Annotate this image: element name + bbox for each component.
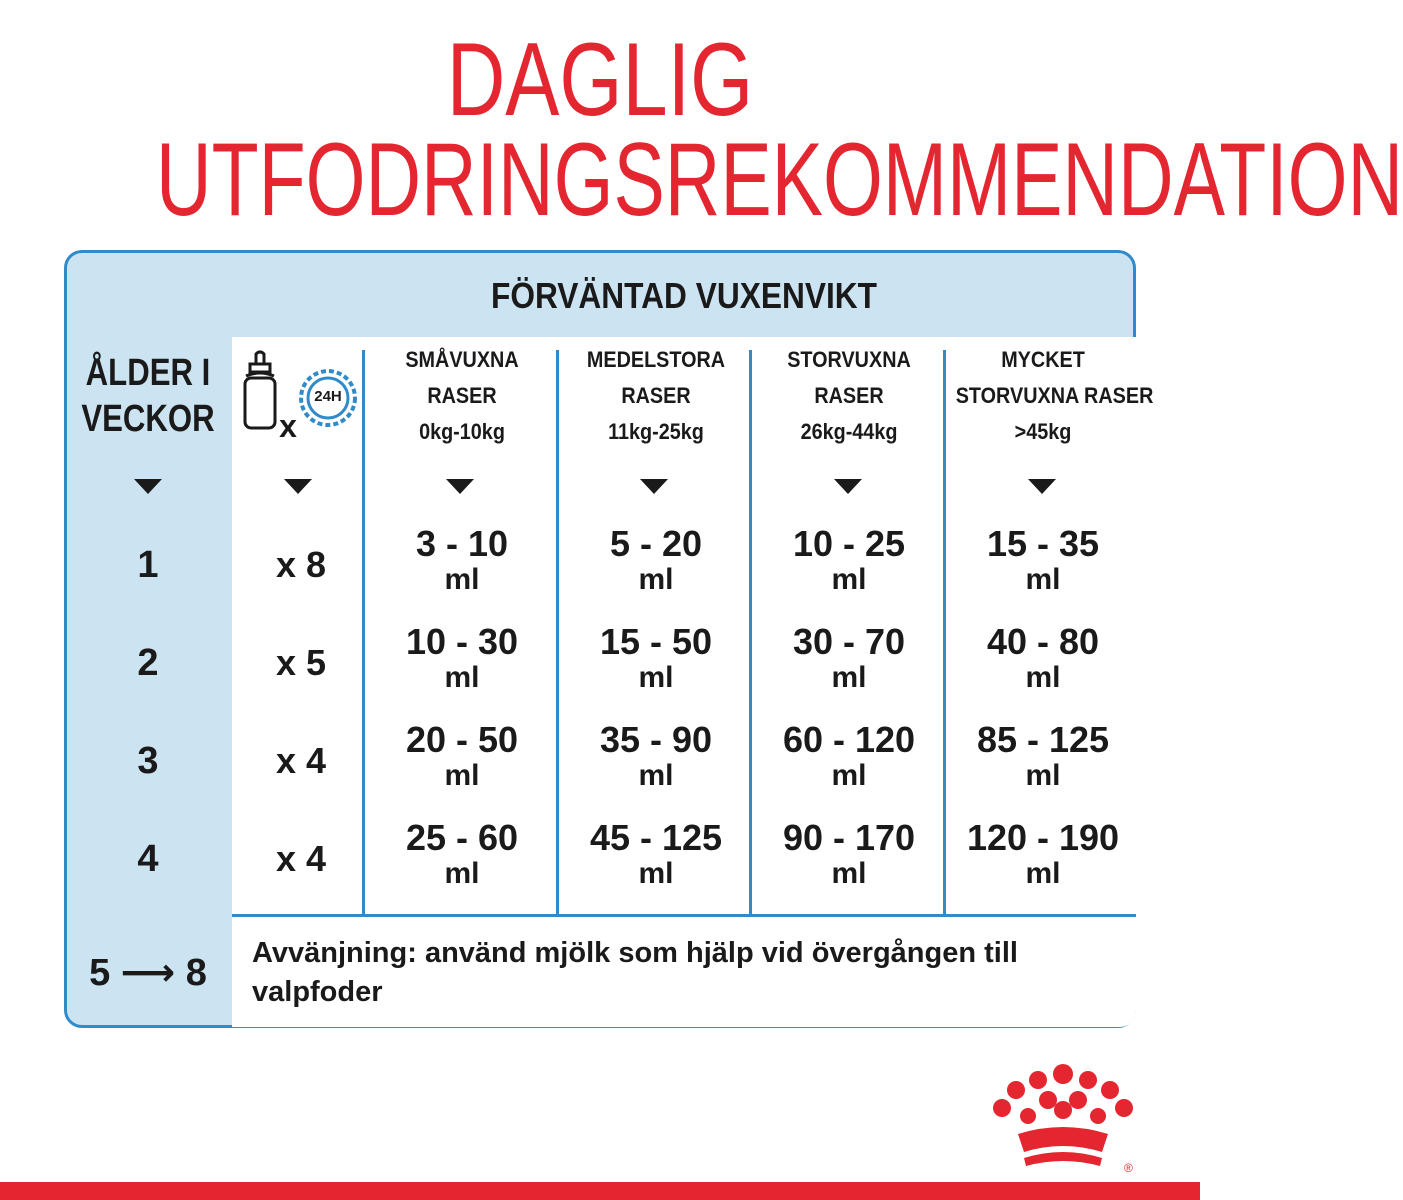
amount-range: 35 - 90	[599, 719, 713, 760]
amount-unit: ml	[831, 857, 867, 890]
column-header-line: RASER	[814, 383, 884, 408]
column-header-line: RASER	[621, 383, 691, 408]
amount-cell	[365, 523, 559, 598]
amount-unit: ml	[831, 661, 867, 694]
amount-unit: ml	[444, 661, 480, 694]
amount-unit: ml	[444, 563, 480, 596]
amount-range: 10 - 30	[405, 621, 519, 662]
baby-bottle-icon	[240, 350, 280, 432]
amount-range: 3 - 10	[415, 523, 509, 564]
amount-cell	[559, 523, 753, 598]
column-header-large-breeds	[752, 342, 946, 450]
amount-unit: ml	[638, 857, 674, 890]
amount-unit: ml	[1025, 759, 1061, 792]
amount-cell	[752, 719, 946, 794]
amount-range: 85 - 125	[976, 719, 1110, 760]
column-header-giant-breeds	[946, 342, 1154, 450]
amount-range: 45 - 125	[589, 817, 723, 858]
amount-cell	[946, 719, 1140, 794]
amount-range: 20 - 50	[405, 719, 519, 760]
meals-per-day: x 4	[275, 838, 327, 879]
down-arrow-icon	[446, 479, 474, 494]
column-header-line: >45kg	[1014, 419, 1072, 444]
amount-unit: ml	[831, 563, 867, 596]
amount-range: 15 - 35	[986, 523, 1100, 564]
amount-cell	[559, 621, 753, 696]
amount-unit: ml	[444, 759, 480, 792]
amount-unit: ml	[831, 759, 867, 792]
amount-cell	[365, 719, 559, 794]
amount-range: 60 - 120	[782, 719, 916, 760]
amount-range: 40 - 80	[986, 621, 1100, 662]
amount-unit: ml	[638, 759, 674, 792]
royal-canin-crown-logo	[988, 1060, 1138, 1180]
meals-per-day: x 8	[275, 544, 327, 585]
amount-cell	[365, 817, 559, 892]
times-sign: x	[279, 408, 297, 444]
column-header-line: 11kg-25kg	[608, 419, 704, 444]
expected-adult-weight-header: FÖRVÄNTAD VUXENVIKT	[490, 275, 878, 316]
amount-cell	[946, 523, 1140, 598]
down-arrow-icon	[834, 479, 862, 494]
age-in-weeks-label	[79, 350, 217, 442]
amount-range: 30 - 70	[792, 621, 906, 662]
down-arrow-icon	[1028, 479, 1056, 494]
column-header-small-breeds	[365, 342, 559, 450]
amount-cell	[752, 817, 946, 892]
column-header-line: 26kg-44kg	[800, 419, 898, 444]
amount-unit: ml	[1025, 661, 1061, 694]
weaning-note: Avvänjning: använd mjölk som hjälp vid övergången till valpfoder	[252, 937, 1018, 1008]
column-header-line: 0kg-10kg	[419, 419, 505, 444]
amount-cell	[752, 621, 946, 696]
week-number: 3	[137, 740, 159, 782]
clock-24h-label: 24H	[314, 388, 342, 405]
column-header-line: STORVUXNA RASER	[955, 383, 1154, 408]
page-title-line-2: UTFODRINGSREKOMMENDATION	[156, 122, 1403, 238]
amount-unit: ml	[444, 857, 480, 890]
down-arrow-icon	[640, 479, 668, 494]
meals-per-day: x 5	[275, 642, 327, 683]
amount-range: 5 - 20	[609, 523, 703, 564]
amount-cell	[559, 719, 753, 794]
down-arrow-icon	[284, 479, 312, 494]
amount-cell	[752, 523, 946, 598]
amount-cell	[946, 817, 1140, 892]
footer-red-bar	[0, 1182, 1200, 1200]
column-header-line: MEDELSTORA	[586, 347, 726, 372]
amount-unit: ml	[1025, 563, 1061, 596]
amount-range: 10 - 25	[792, 523, 906, 564]
page-title-line-1: DAGLIG	[446, 22, 754, 138]
column-header-line: RASER	[427, 383, 497, 408]
column-header-line: STORVUXNA	[787, 347, 911, 372]
week-number: 1	[137, 544, 159, 586]
amount-range: 15 - 50	[599, 621, 713, 662]
amount-cell	[365, 621, 559, 696]
amount-cell	[946, 621, 1140, 696]
column-header-line: SMÅVUXNA	[405, 347, 519, 372]
age-label-line: ÅLDER I	[85, 352, 211, 394]
registered-mark: ®	[1124, 1161, 1133, 1175]
amount-range: 25 - 60	[405, 817, 519, 858]
week-number: 2	[137, 642, 159, 684]
column-header-medium-breeds	[559, 342, 753, 450]
weaning-weeks: 5 ⟶ 8	[89, 952, 207, 994]
week-number: 4	[137, 838, 159, 880]
table-divider-horizontal	[232, 914, 1136, 917]
amount-range: 90 - 170	[782, 817, 916, 858]
amount-unit: ml	[1025, 857, 1061, 890]
down-arrow-icon	[134, 479, 162, 494]
amount-cell	[559, 817, 753, 892]
age-label-line: VECKOR	[81, 398, 215, 440]
meals-per-day: x 4	[275, 740, 327, 781]
column-header-line: MYCKET	[1001, 347, 1085, 372]
amount-unit: ml	[638, 563, 674, 596]
amount-range: 120 - 190	[966, 817, 1120, 858]
amount-unit: ml	[638, 661, 674, 694]
